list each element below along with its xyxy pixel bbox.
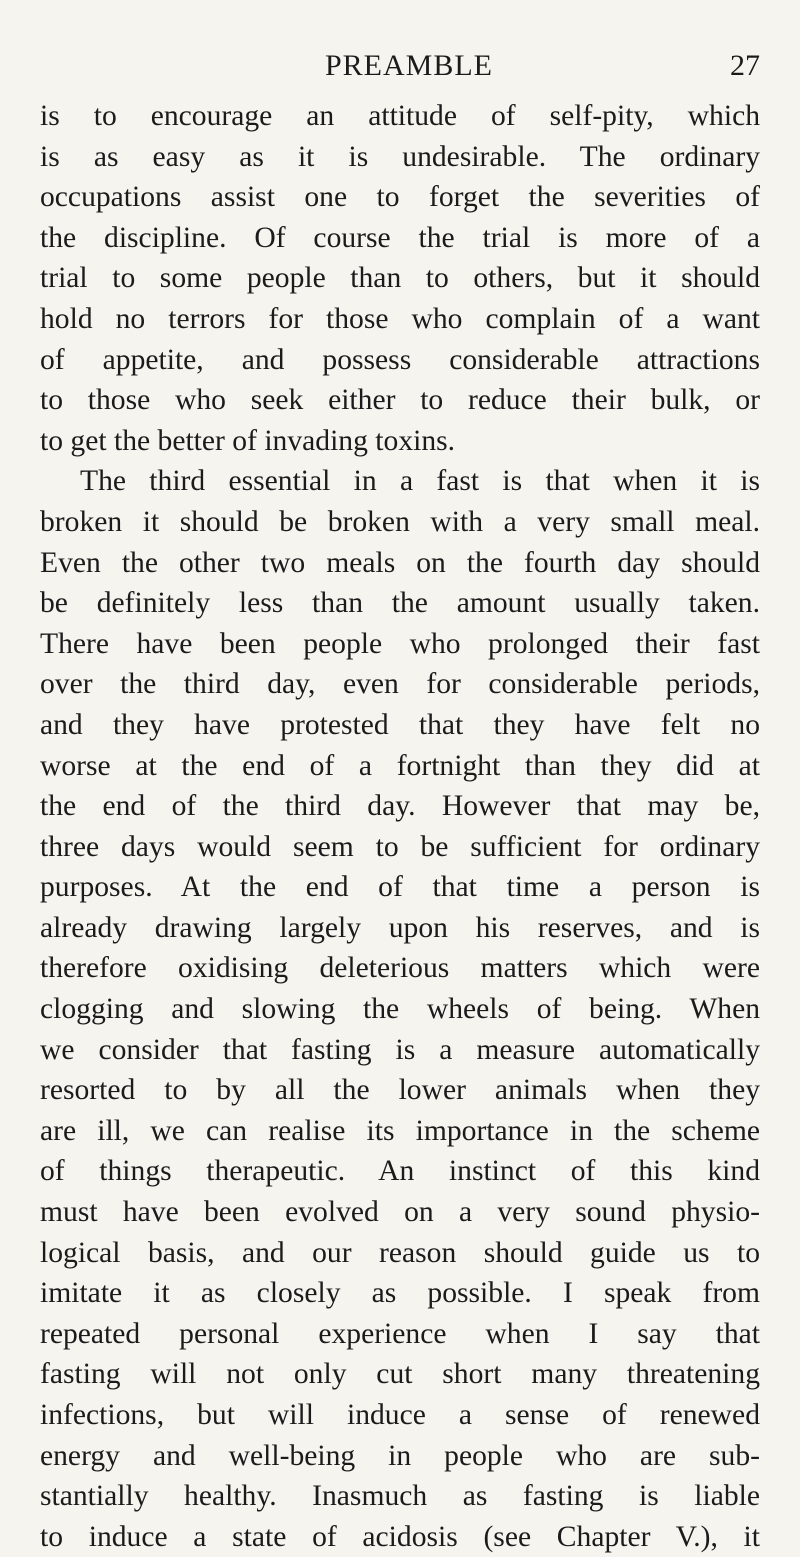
text-line: stantially healthy. Inasmuch as fasting is liable: [40, 1480, 760, 1513]
text-line: fasting will not only cut short many threatening: [40, 1358, 760, 1391]
text-line: clogging and slowing the wheels of being. When: [40, 993, 760, 1026]
text-line: worse at the end of a fortnight than they did at: [40, 749, 760, 782]
text-line: infections, but will induce a sense of renewed: [40, 1399, 760, 1431]
text-line: imitate it as closely as possible. I speak from: [40, 1277, 760, 1310]
text-line: of things therapeutic. An instinct of this kind: [40, 1155, 760, 1188]
text-line: logical basis, and our reason should guide us to: [40, 1236, 760, 1269]
body-text: [40, 96, 760, 1557]
text-line: resorted to by all the lower animals when they: [40, 1074, 760, 1107]
text-line: of appetite, and possess considerable attractions: [40, 343, 760, 376]
text-line: The third essential in a fast is that when it is: [80, 465, 760, 498]
text-line: to those who seek either to reduce their bulk, or: [40, 384, 760, 417]
text-line: we consider that fasting is a measure automatically: [40, 1033, 760, 1066]
text-line: to induce a state of acidosis (see Chapter V.), it: [40, 1520, 760, 1553]
text-line: is to encourage an attitude of self-pity, which: [40, 100, 760, 132]
text-line: be definitely less than the amount usually taken.: [40, 587, 760, 620]
text-line: Even the other two meals on the fourth day should: [40, 546, 760, 579]
text-line: There have been people who prolonged their fast: [40, 627, 760, 660]
text-line: over the third day, even for considerable periods,: [40, 668, 760, 701]
text-line: is as easy as it is undesirable. The ordinary: [40, 140, 760, 173]
text-line: must have been evolved on a very sound physio-: [40, 1196, 760, 1229]
text-line: therefore oxidising deleterious matters which were: [40, 952, 760, 985]
text-line: are ill, we can realise its importance in the scheme: [40, 1114, 760, 1147]
text-line: three days would seem to be sufficient for ordinary: [40, 830, 760, 863]
text-line: to get the better of invading toxins.: [40, 424, 456, 457]
text-line: broken it should be broken with a very small meal.: [40, 505, 760, 538]
text-line: occupations assist one to forget the severities of: [40, 181, 760, 214]
text-line: the end of the third day. However that may be,: [40, 790, 760, 823]
text-line: already drawing largely upon his reserves, and is: [40, 911, 760, 944]
text-line: purposes. At the end of that time a person is: [40, 871, 760, 904]
text-line: repeated personal experience when I say that: [40, 1317, 760, 1350]
text-line: trial to some people than to others, but it should: [40, 262, 760, 295]
text-line: energy and well-being in people who are sub-: [40, 1439, 760, 1472]
running-head: [0, 46, 800, 86]
page-number: 27: [730, 49, 760, 82]
text-line: and they have protested that they have felt no: [40, 708, 760, 741]
text-line: hold no terrors for those who complain of a want: [40, 302, 760, 335]
text-line: the discipline. Of course the trial is more of a: [40, 221, 760, 254]
running-title: PREAMBLE: [324, 49, 494, 82]
